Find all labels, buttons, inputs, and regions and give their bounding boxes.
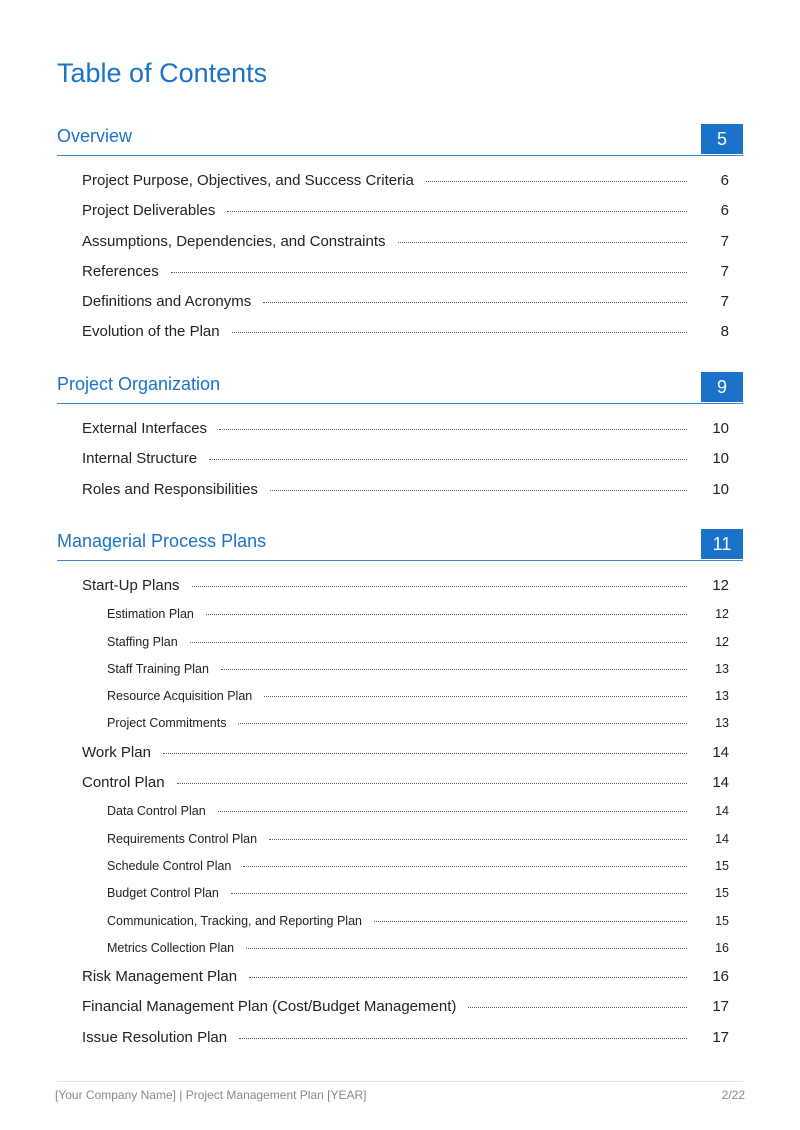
toc-entry-label: References — [82, 262, 159, 280]
toc-entry-page: 6 — [720, 202, 729, 220]
toc-entry-page: 13 — [715, 689, 729, 704]
toc-entry-label: Project Deliverables — [82, 202, 216, 220]
toc-entry-page: 14 — [712, 743, 729, 761]
toc-entry[interactable] — [57, 662, 743, 689]
toc-entry[interactable] — [57, 481, 743, 511]
entry-list — [57, 420, 743, 511]
toc-entry-label: Definitions and Acronyms — [82, 293, 252, 311]
section-title[interactable]: Project Organization — [57, 374, 221, 394]
toc-entry[interactable] — [57, 968, 743, 998]
footer-divider — [57, 1081, 743, 1082]
dot-leader — [269, 839, 687, 840]
section-header — [57, 529, 743, 561]
dot-leader — [232, 332, 687, 333]
toc-entry[interactable] — [57, 323, 743, 353]
dot-leader — [374, 921, 687, 922]
toc-entry[interactable] — [57, 263, 743, 293]
toc-entry[interactable] — [57, 941, 743, 968]
dot-leader — [218, 811, 687, 812]
dot-leader — [231, 893, 687, 894]
toc-entry-page: 16 — [712, 968, 729, 986]
toc-entry-label: Budget Control Plan — [107, 886, 219, 901]
toc-entry-label: Communication, Tracking, and Reporting Plan — [107, 913, 362, 928]
toc-entry-label: Estimation Plan — [107, 607, 194, 622]
footer-document-label: [Your Company Name] | Project Management Plan [YEAR] — [55, 1088, 367, 1102]
dot-leader — [206, 614, 687, 615]
toc-entry-page: 12 — [712, 577, 729, 594]
toc-entry-label: Staff Training Plan — [107, 661, 209, 676]
dot-leader — [264, 696, 687, 697]
toc-entry-label: Assumptions, Dependencies, and Constraints — [82, 232, 386, 250]
toc-entry-page: 17 — [712, 998, 729, 1016]
toc-entry-label: Start-Up Plans — [82, 577, 180, 594]
dot-leader — [398, 242, 687, 243]
toc-entry[interactable] — [57, 202, 743, 232]
dot-leader — [227, 211, 687, 212]
toc-entry[interactable] — [57, 172, 743, 202]
toc-entry[interactable] — [57, 293, 743, 323]
section-title[interactable]: Managerial Process Plans — [57, 531, 267, 551]
toc-entry-label: Roles and Responsibilities — [82, 480, 258, 498]
dot-leader — [171, 272, 687, 273]
toc-entry[interactable] — [57, 635, 743, 662]
toc-entry-page: 6 — [720, 172, 729, 189]
toc-entry-page: 15 — [715, 913, 729, 928]
toc-entry-page: 14 — [715, 804, 729, 819]
toc-section-project-organization — [57, 372, 743, 511]
dot-leader — [209, 459, 687, 460]
toc-entry[interactable] — [57, 577, 743, 607]
toc-entry[interactable] — [57, 689, 743, 716]
dot-leader — [239, 1038, 687, 1039]
dot-leader — [177, 783, 687, 784]
toc-entry[interactable] — [57, 832, 743, 859]
toc-entry-page: 16 — [715, 940, 729, 955]
section-header — [57, 124, 743, 156]
toc-entry-page: 13 — [715, 661, 729, 676]
toc-entry-label: Project Commitments — [107, 716, 227, 731]
toc-entry-page: 13 — [715, 716, 729, 731]
toc-entry[interactable] — [57, 233, 743, 263]
dot-leader — [192, 586, 687, 587]
toc-entry[interactable] — [57, 998, 743, 1028]
toc-entry[interactable] — [57, 886, 743, 913]
toc-entry[interactable] — [57, 450, 743, 480]
dot-leader — [219, 429, 687, 430]
toc-entry-page: 12 — [715, 634, 729, 649]
section-page-badge[interactable]: 5 — [701, 124, 743, 154]
toc-entry-label: Evolution of the Plan — [82, 323, 220, 341]
toc-entry[interactable] — [57, 804, 743, 831]
toc-entry-page: 14 — [715, 831, 729, 846]
toc-entry-page: 10 — [712, 480, 729, 498]
toc-entry-page: 14 — [712, 774, 729, 792]
dot-leader — [163, 753, 687, 754]
section-title[interactable]: Overview — [57, 126, 133, 146]
section-header — [57, 372, 743, 404]
toc-entry-label: Resource Acquisition Plan — [107, 689, 253, 704]
toc-entry-page: 10 — [712, 420, 729, 437]
toc-entry-label: Requirements Control Plan — [107, 831, 258, 846]
toc-entry-label: Risk Management Plan — [82, 968, 238, 986]
toc-entry-label: Issue Resolution Plan — [82, 1028, 228, 1046]
dot-leader — [249, 977, 687, 978]
toc-entry-label: Staffing Plan — [107, 634, 178, 649]
toc-entry-page: 7 — [720, 293, 729, 311]
toc-entry[interactable] — [57, 744, 743, 774]
entry-list — [57, 172, 743, 354]
toc-entry-page: 10 — [712, 450, 729, 468]
dot-leader — [243, 866, 687, 867]
toc-entry-label: Data Control Plan — [107, 804, 206, 819]
toc-entry[interactable] — [57, 607, 743, 634]
dot-leader — [468, 1007, 687, 1008]
entry-list — [57, 577, 743, 1059]
toc-entry-page: 17 — [712, 1028, 729, 1046]
toc-entry[interactable] — [57, 1029, 743, 1059]
section-page-badge[interactable]: 9 — [701, 372, 743, 402]
toc-entry-page: 15 — [715, 886, 729, 901]
toc-entry-label: Project Purpose, Objectives, and Success Criteria — [82, 172, 414, 189]
toc-entry-page: 15 — [715, 858, 729, 873]
page-title: Table of Contents — [57, 58, 268, 88]
dot-leader — [426, 181, 687, 182]
dot-leader — [190, 642, 687, 643]
toc-entry-page: 7 — [720, 262, 729, 280]
dot-leader — [246, 948, 687, 949]
toc-section-managerial-process-plans — [57, 529, 743, 1059]
dot-leader — [263, 302, 687, 303]
section-page-badge[interactable]: 11 — [701, 529, 743, 559]
dot-leader — [221, 669, 687, 670]
toc-entry-label: Financial Management Plan (Cost/Budget Management) — [82, 998, 457, 1016]
toc-entry[interactable] — [57, 716, 743, 743]
toc-entry[interactable] — [57, 859, 743, 886]
toc-entry-label: Internal Structure — [82, 450, 198, 468]
toc-entry-label: External Interfaces — [82, 420, 208, 437]
toc-entry-page: 7 — [720, 232, 729, 250]
toc-section-overview — [57, 124, 743, 354]
toc-entry[interactable] — [57, 914, 743, 941]
footer-page-number: 2/22 — [721, 1088, 745, 1102]
toc-entry[interactable] — [57, 774, 743, 804]
toc-entry-page: 8 — [720, 323, 729, 341]
toc-entry[interactable] — [57, 420, 743, 450]
dot-leader — [238, 723, 687, 724]
toc-entry-label: Control Plan — [82, 774, 165, 792]
dot-leader — [270, 490, 687, 491]
toc-entry-label: Metrics Collection Plan — [107, 940, 235, 955]
toc-entry-label: Work Plan — [82, 743, 151, 761]
toc-entry-page: 12 — [715, 607, 729, 622]
toc-entry-label: Schedule Control Plan — [107, 858, 232, 873]
